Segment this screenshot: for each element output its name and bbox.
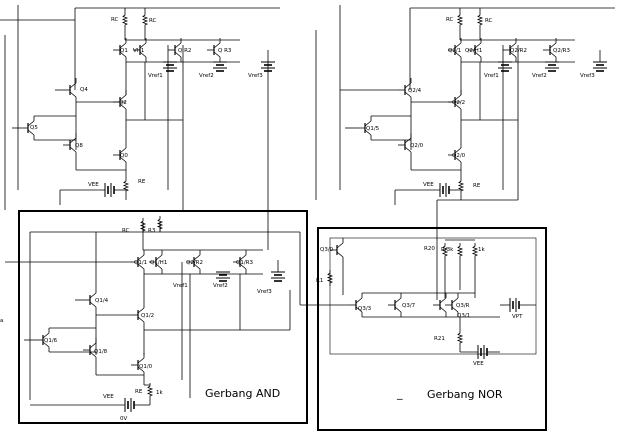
transistor-q3r	[433, 293, 446, 317]
q0-label: Q0	[120, 153, 128, 159]
vref2-battery	[216, 272, 230, 281]
vee-battery	[105, 183, 114, 197]
top-left-gate	[0, 5, 280, 210]
rc-resistor	[458, 12, 462, 28]
re-label: RE	[135, 389, 143, 395]
nor-gate-circuit	[300, 228, 536, 401]
re-resistor	[459, 178, 463, 194]
transistor-q33	[349, 293, 362, 317]
transistor-q37	[388, 293, 401, 317]
q5-label: Q5	[30, 125, 38, 131]
q22-label: Q2/2	[452, 100, 466, 106]
top-right-gate	[316, 5, 615, 205]
q1h1-label: Q1/H1	[150, 260, 168, 266]
q14-label: Q1/4	[95, 298, 109, 304]
vpt-label: VPT	[512, 314, 523, 320]
vref1-label: Vref1	[173, 283, 188, 289]
r21-resistor	[458, 330, 462, 346]
rc-label: RC	[111, 17, 119, 23]
vref1-label: Vref1	[484, 73, 499, 79]
left-mark: a	[0, 318, 4, 324]
q20-label: Q2/0	[410, 143, 424, 149]
r21-label: R21	[434, 336, 445, 342]
ov-label: 0V	[120, 416, 128, 422]
vee-battery	[440, 183, 449, 197]
vee-label: VEE	[473, 361, 484, 367]
q12-label: Q1/2	[141, 313, 155, 319]
q3r-label: Q3/R	[456, 303, 470, 309]
rc-label: RC	[122, 228, 130, 234]
q15-label: Q1/5	[366, 126, 380, 132]
vref2-label: Vref2	[199, 73, 214, 79]
dash-mark: _	[397, 387, 403, 400]
vee-battery	[125, 398, 134, 412]
q24-label: Q2/4	[408, 88, 422, 94]
ik-label: 1k	[156, 390, 163, 396]
r3k-label: R/3k	[441, 247, 454, 253]
rc-resistor	[123, 12, 127, 28]
vpt-battery	[510, 298, 519, 312]
q16-label: Q1/6	[44, 338, 58, 344]
vref3-label: Vref3	[257, 289, 272, 295]
r1-resistor	[328, 270, 332, 286]
q10-label: Q1/0	[139, 364, 153, 370]
vee-label: VEE	[103, 394, 114, 400]
q30-label: Q3/0	[320, 247, 334, 253]
rc-resistor	[478, 12, 482, 28]
nor-gate-caption: Gerbang NOR	[427, 388, 503, 401]
q2h1-label: Q2/H1	[465, 48, 483, 54]
q21-label: Q2/1	[448, 48, 462, 54]
q4-label: Q4	[80, 87, 88, 93]
vh1-label: VH1	[133, 48, 145, 54]
and-gate-caption: Gerbang AND	[205, 387, 281, 400]
re-resistor	[124, 178, 128, 194]
vref2-battery	[213, 62, 227, 71]
r1-label: R1	[316, 278, 324, 284]
q1r3-label: Q1/R3	[236, 260, 254, 266]
vee-label: VEE	[423, 182, 434, 188]
r3k-resistor	[458, 243, 462, 259]
q20b-label: Q2/0	[452, 153, 466, 159]
vref1-battery	[163, 62, 177, 71]
vref2-label: Vref2	[532, 73, 547, 79]
vref2-battery	[545, 62, 559, 71]
and-gate-circuit	[5, 216, 300, 422]
q18-label: Q1/8	[94, 349, 108, 355]
q37-label: Q3/7	[402, 303, 416, 309]
ik-label: 1k	[478, 247, 485, 253]
vee-label: VEE	[88, 182, 99, 188]
vee-battery	[478, 345, 487, 359]
re-label: RE	[473, 183, 481, 189]
qr2-label: Q R2	[178, 48, 192, 54]
re-label: RE	[138, 179, 146, 185]
q2r3-label: Q2/R3	[553, 48, 571, 54]
vref2-label: Vref2	[213, 283, 228, 289]
q1-label: Q1	[120, 48, 128, 54]
rc-resistor	[143, 12, 147, 28]
q2r2-label: Q2/R2	[510, 48, 528, 54]
vref1-battery	[498, 62, 512, 71]
r3-label: R3	[148, 228, 156, 234]
q11-label: Q1/1	[134, 260, 148, 266]
rc-label: RC	[149, 18, 157, 24]
vref3-label: Vref3	[580, 73, 595, 79]
ik-resistor	[473, 243, 477, 259]
r20-label: R20	[424, 246, 435, 252]
r3-resistor	[158, 216, 162, 232]
vref3-battery	[271, 272, 285, 281]
rc-label: RC	[485, 18, 493, 24]
q8-label: Q8	[75, 143, 83, 149]
vref3-label: Vref3	[248, 73, 263, 79]
q31-label: Q3/1	[457, 313, 471, 319]
q2-label: Q2	[119, 100, 127, 106]
transistor-q4	[63, 78, 76, 102]
vref1-label: Vref1	[148, 73, 163, 79]
q33-label: Q3/3	[358, 306, 372, 312]
qr3-label: Q R3	[218, 48, 232, 54]
vref3-battery	[593, 62, 607, 71]
nor-inner-frame	[330, 238, 536, 354]
q2r2-label: Q2/R2	[186, 260, 204, 266]
rc-label: RC	[446, 17, 454, 23]
